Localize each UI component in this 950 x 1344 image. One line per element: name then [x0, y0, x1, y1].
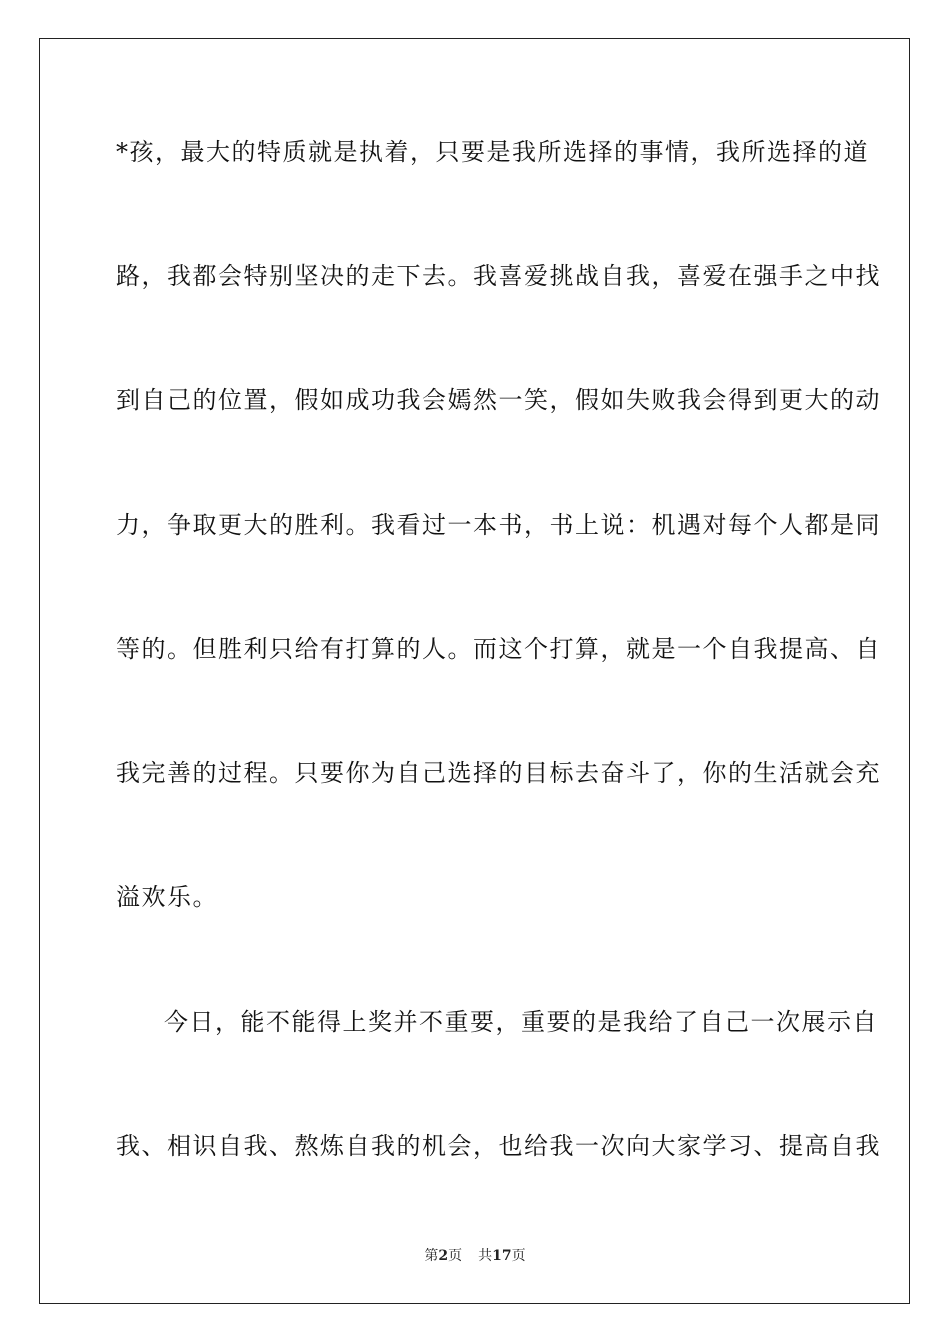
footer-page-unit: 页: [448, 1248, 463, 1264]
total-page-count: 17: [492, 1248, 512, 1264]
text-line-2: 路，我都会特别坚决的走下去。我喜爱挑战自我，喜爱在强手之中找: [116, 262, 881, 290]
text-line-9: 我、相识自我、熬炼自我的机会，也给我一次向大家学习、提高自我: [116, 1132, 881, 1160]
text-line-1: *孩，最大的特质就是执着，只要是我所选择的事情，我所选择的道: [116, 138, 869, 166]
text-line-7: 溢欢乐。: [116, 883, 218, 911]
footer-total-prefix: 共: [478, 1248, 493, 1264]
text-line-4: 力，争取更大的胜利。我看过一本书，书上说：机遇对每个人都是同: [116, 511, 881, 539]
footer-prefix: 第: [424, 1248, 439, 1264]
text-line-6: 我完善的过程。只要你为自己选择的目标去奋斗了，你的生活就会充: [116, 759, 881, 787]
current-page-number: 2: [438, 1248, 449, 1264]
text-line-5: 等的。但胜利只给有打算的人。而这个打算，就是一个自我提高、自: [116, 635, 881, 663]
footer-total-unit: 页: [511, 1248, 526, 1264]
paragraph-first-line: 今日，能不能得上奖并不重要，重要的是我给了自己一次展示自: [164, 1008, 878, 1036]
text-line-3: 到自己的位置，假如成功我会嫣然一笑，假如失败我会得到更大的动: [116, 386, 881, 414]
page-footer: [0, 1247, 950, 1265]
page-border: [39, 38, 910, 1304]
